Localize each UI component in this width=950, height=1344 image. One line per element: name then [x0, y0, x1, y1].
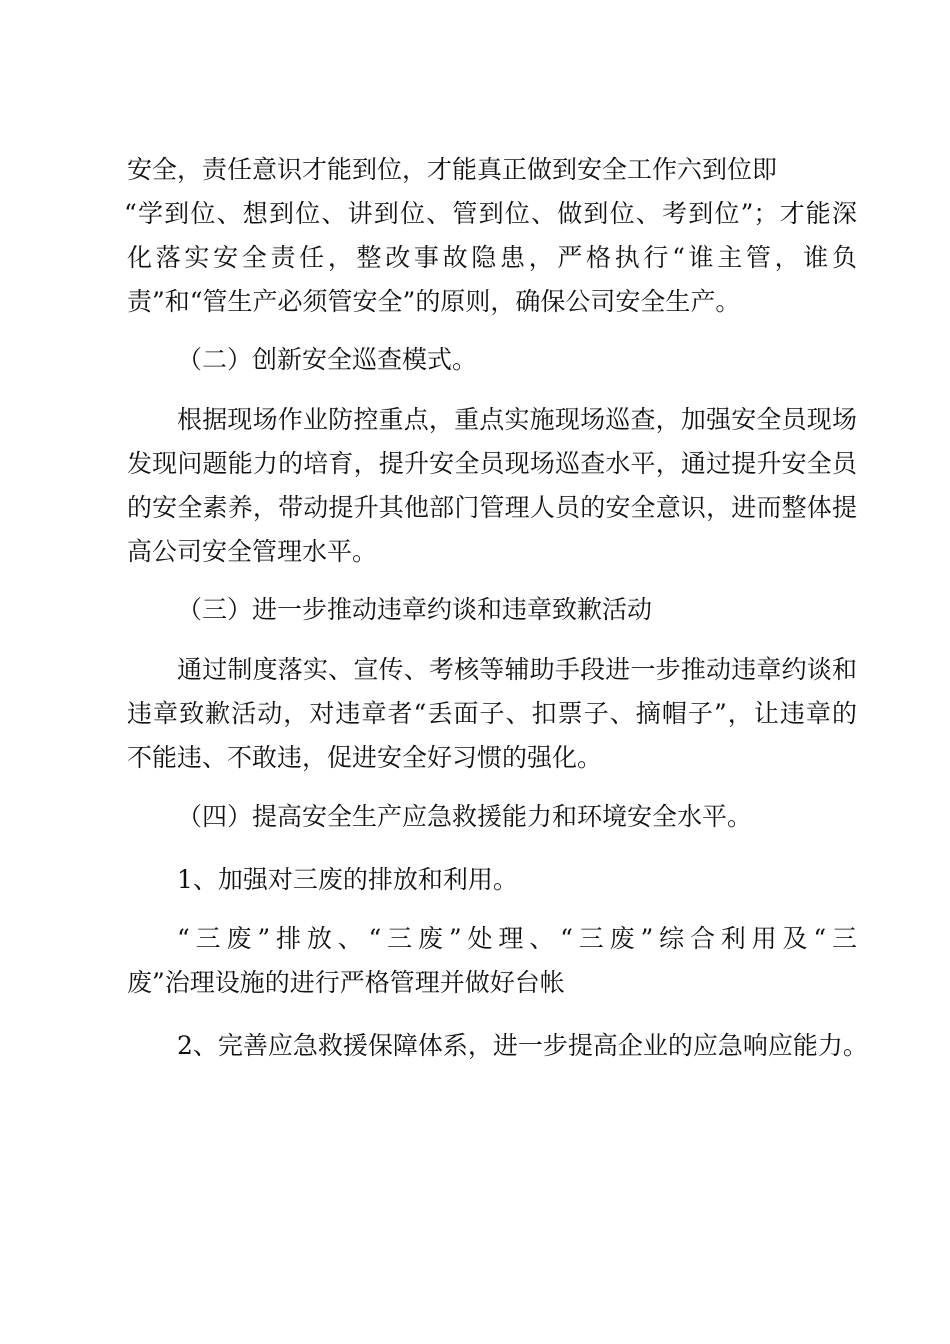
- text-line: 的安全素养，带动提升其他部门管理人员的安全意识，进而整体提: [127, 493, 857, 522]
- text-line: 发现问题能力的培育，提升安全员现场巡查水平，通过提升安全员: [127, 449, 857, 478]
- paragraph-responsibility: [124, 148, 857, 324]
- paragraph-inspection: [127, 398, 857, 574]
- heading-text: （四）提高安全生产应急救援能力和环境安全水平。: [177, 802, 753, 831]
- text-line: 责”和“管生产必须管安全”的原则，确保公司安全生产。: [127, 287, 741, 316]
- text-line: “三废”排放、“三废”处理、“三废”综合利用及“三: [177, 924, 857, 953]
- paragraph-waste: [127, 917, 857, 1005]
- list-item-2: [127, 1024, 868, 1068]
- text-line: 违章致歉活动，对违章者“丢面子、扣票子、摘帽子”，让违章的: [127, 699, 857, 728]
- text-line: “学到位、想到位、讲到位、管到位、做到位、考到位”；才能深: [124, 199, 857, 228]
- text-line: 高公司安全管理水平。: [127, 537, 378, 566]
- list-item-1: [127, 858, 857, 902]
- section-heading-4: [127, 795, 857, 839]
- section-heading-3: [127, 588, 857, 632]
- text-line: 废”治理设施的进行严格管理并做好台帐: [127, 968, 565, 997]
- paragraph-violation: [127, 648, 857, 780]
- text-line: 化落实安全责任，整改事故隐患，严格执行“谁主管，谁负: [127, 243, 857, 272]
- list-item-text: 2、完善应急救援保障体系，进一步提高企业的应急响应能力。: [177, 1031, 868, 1060]
- text-line: 不能违、不敢违，促进安全好习惯的强化。: [127, 743, 603, 772]
- text-line: 安全，责任意识才能到位，才能真正做到安全工作六到位即: [127, 155, 778, 184]
- heading-text: （三）进一步推动违章约谈和违章致歉活动: [177, 595, 653, 624]
- text-line: 通过制度落实、宣传、考核等辅助手段进一步推动违章约谈和: [177, 655, 857, 684]
- heading-text: （二）创新安全巡查模式。: [177, 345, 478, 374]
- list-item-text: 1、加强对三废的排放和利用。: [177, 865, 518, 894]
- section-heading-2: [127, 338, 857, 382]
- text-line: 根据现场作业防控重点，重点实施现场巡查，加强安全员现场: [177, 405, 857, 434]
